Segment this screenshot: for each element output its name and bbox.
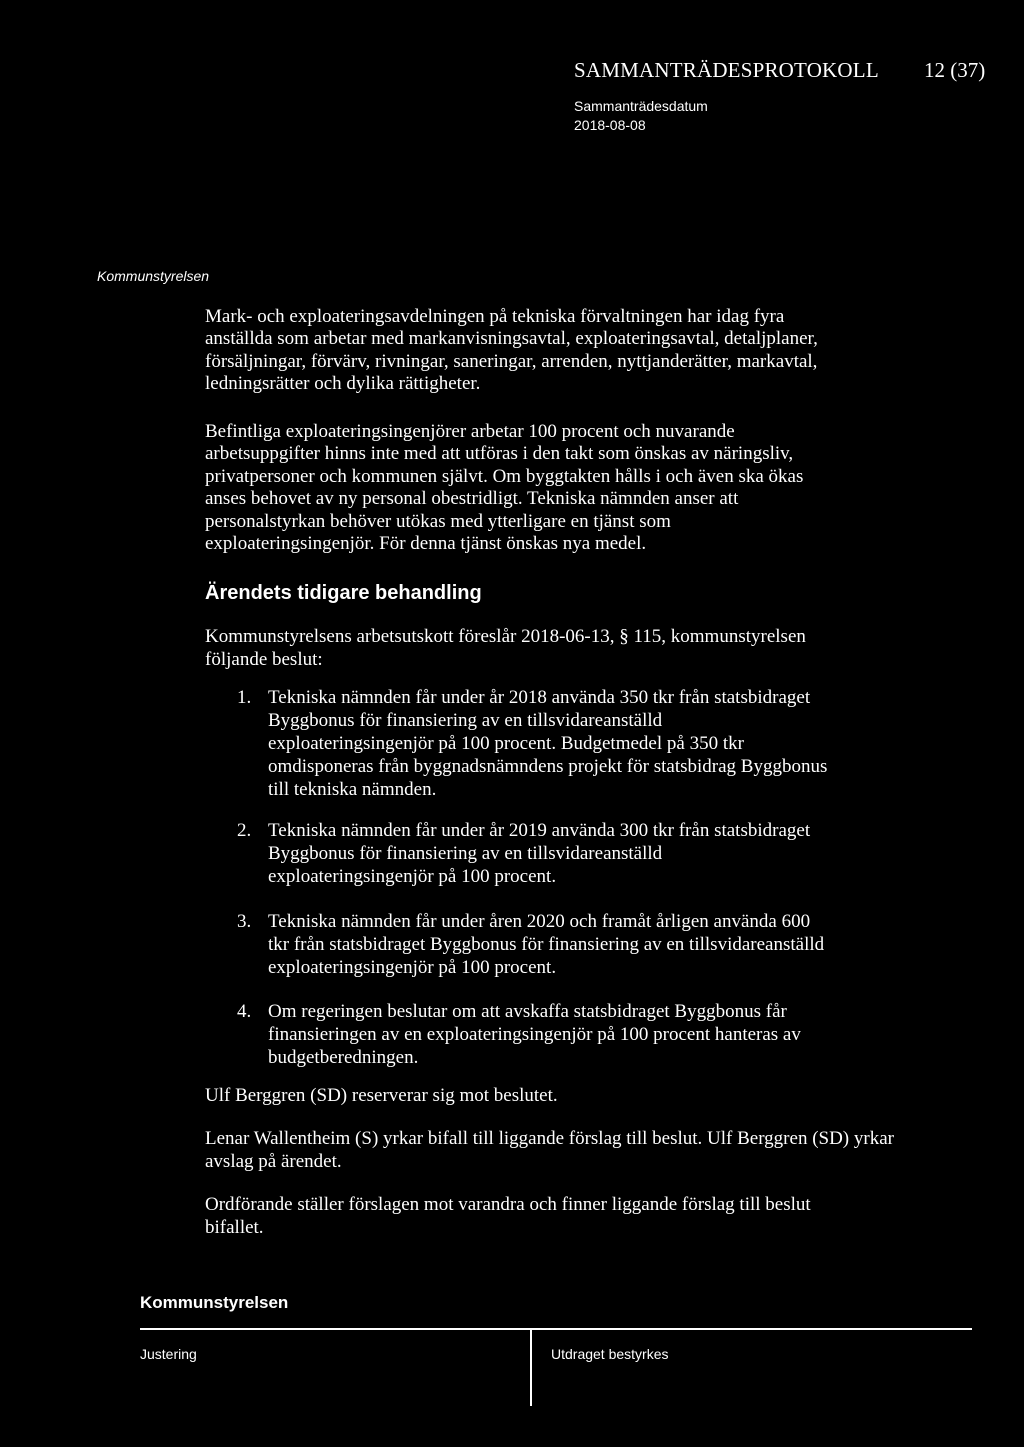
proposal-intro: Kommunstyrelsens arbetsutskott föreslår 2018-06-13, § 115, kommunstyrelsen följande beslut: [205,626,806,670]
section-heading: Ärendets tidigare behandling [205,582,482,604]
footer-rule [140,1328,972,1330]
paragraph-staffing: Mark- och exploateringsavdelningen på tekniska förvaltningen har idag fyra anställda som arbetar med markanvisningsavtal, exploateringsavtal, detaljplaner, försäljningar, förvärv, rivningar, saneringar, arrenden, nyttjanderätter, markavtal, ledningsrätter och dylika rättigheter. [205,306,818,395]
paragraph-need: Befintliga exploateringsingenjörer arbetar 100 procent och nuvarande arbetsuppgifter hinns inte med att utföras i den takt som önskas av näringsliv, privatpersoner och kommunen självt. Om byggtakten hålls i och även ska ökas anses behovet av ny personal obestridligt. Tekniska nämnden anser att personalstyrkan behöver utökas med ytterligare en tjänst som exploateringsingenjör. För denna tjänst önskas nya medel. [205,421,804,555]
proposal-item-text: Om regeringen beslutar om att avskaffa statsbidraget Byggbonus får finansieringen av en exploateringsingenjör på 100 procent hanteras av budgetberedningen. [268,1001,801,1068]
proposal-item-text: Tekniska nämnden får under år 2018 använda 350 tkr från statsbidraget Byggbonus för finansiering av en tillsvidareanställd exploateringsingenjör på 100 procent. Budgetmedel på 350 tkr omdisponeras från byggnadsnämndens projekt för statsbidrag Byggbonus till tekniska nämnden. [268,687,828,800]
page-number: 12 (37) [924,58,986,82]
footer-justering-label: Justering [140,1346,197,1362]
decision-note: Ordförande ställer förslagen mot varandra och finner liggande förslag till beslut bifallet. [205,1194,811,1238]
proposal-item-text: Tekniska nämnden får under åren 2020 och framåt årligen använda 600 tkr från statsbidraget Byggbonus för finansiering av en tillsvidareanställd exploateringsingenjör på 100 procent. [268,911,825,978]
footer-extract-certified-label: Utdraget bestyrkes [551,1346,669,1362]
proposal-item [237,910,877,979]
footer-organization: Kommunstyrelsen [140,1293,289,1312]
footer-divider [530,1330,532,1406]
proposal-item [237,1000,877,1069]
meeting-date-value: 2018-08-08 [574,117,646,133]
body-label: Kommunstyrelsen [97,268,210,284]
document-type: SAMMANTRÄDESPROTOKOLL [574,58,879,82]
meeting-date-label: Sammanträdesdatum [574,98,708,114]
proposal-item [237,819,877,888]
proposal-item-number: 2. [237,820,252,841]
proposal-item-number: 1. [237,687,252,708]
proposal-item-number: 4. [237,1001,252,1022]
proposal-item-text: Tekniska nämnden får under år 2019 använda 300 tkr från statsbidraget Byggbonus för finansiering av en tillsvidareanställd exploateringsingenjör på 100 procent. [268,820,811,887]
proposal-item [237,686,877,801]
reservation-note: Ulf Berggren (SD) reserverar sig mot beslutet. [205,1085,558,1106]
motion-note: Lenar Wallentheim (S) yrkar bifall till liggande förslag till beslut. Ulf Berggren (SD) yrkar avslag på ärendet. [205,1128,894,1172]
proposal-item-number: 3. [237,911,252,932]
